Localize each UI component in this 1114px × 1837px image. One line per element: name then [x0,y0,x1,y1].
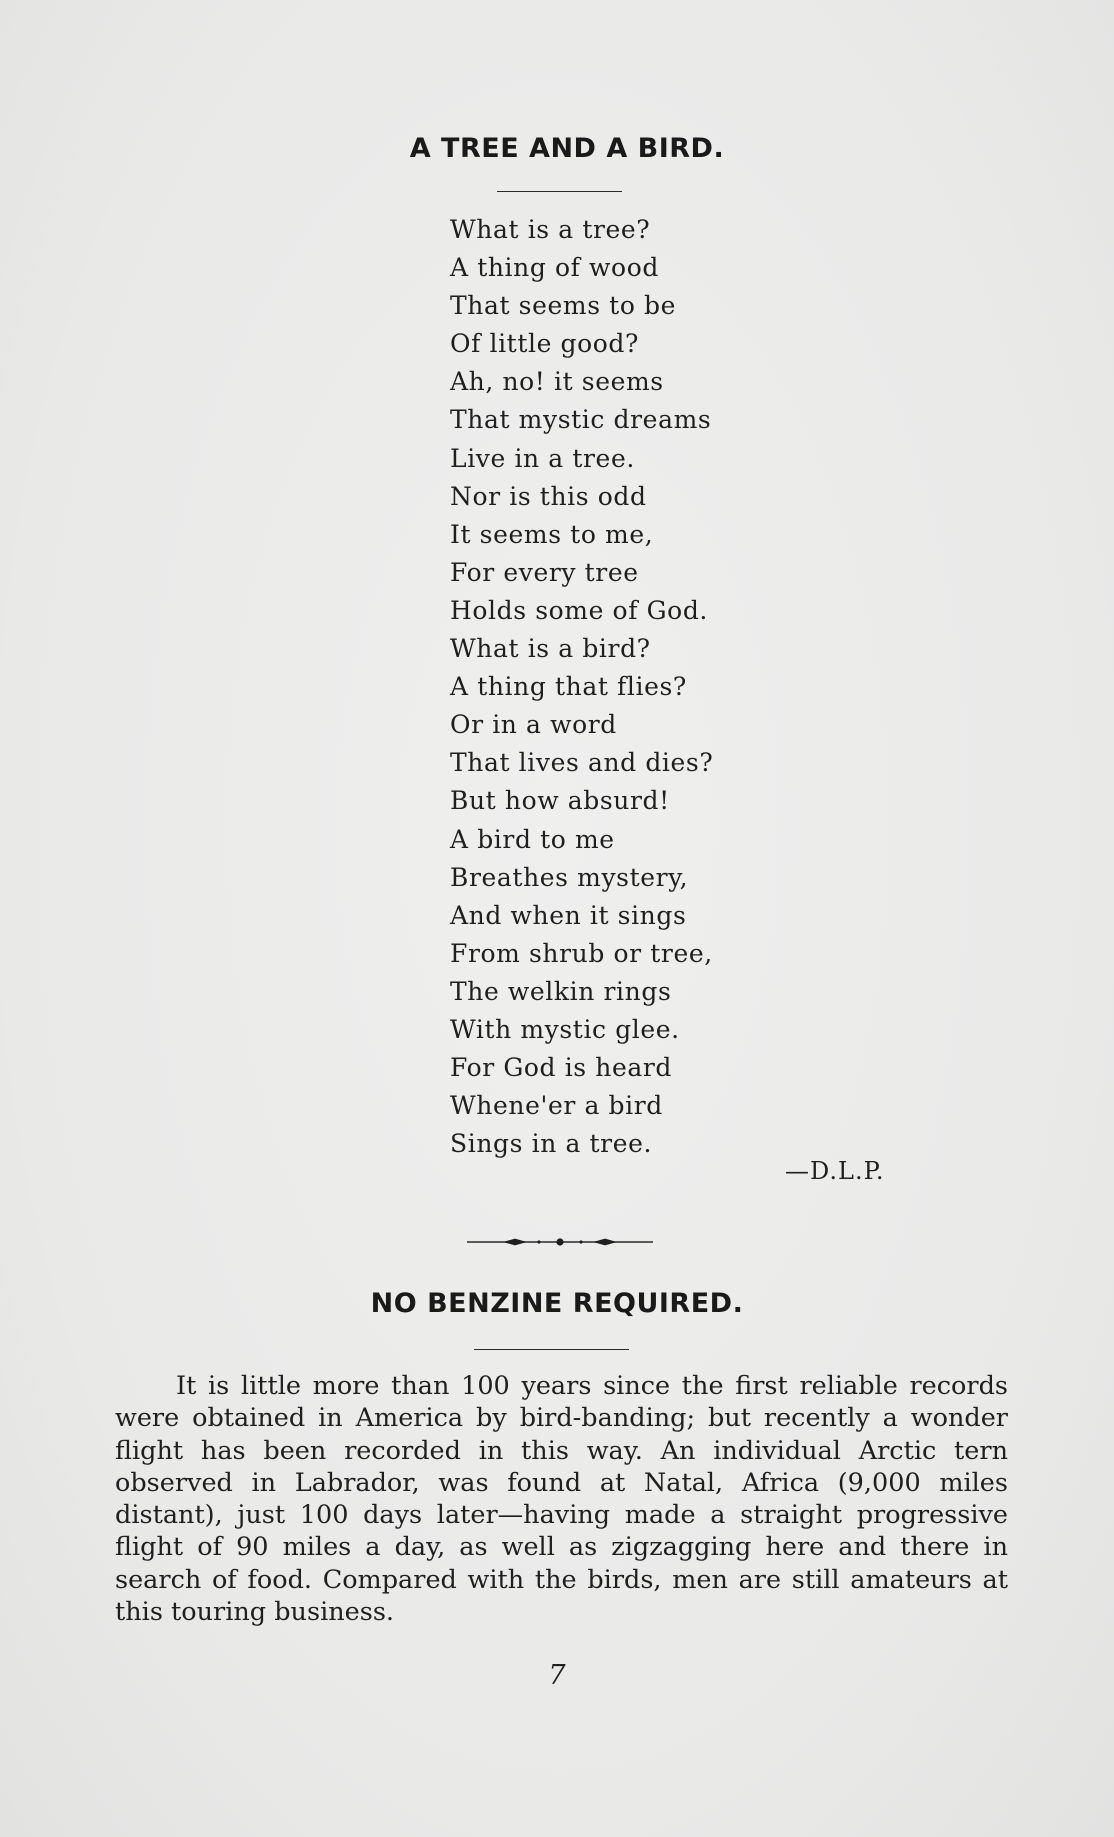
poem-line: Sings in a tree. [450,1129,653,1159]
article-title: NO BENZINE REQUIRED. [370,1288,744,1319]
poem-line: Or in a word [450,710,617,740]
poem-line: What is a bird? [450,634,651,664]
poem-line: From shrub or tree, [450,938,713,968]
poem-line: The welkin rings [450,976,672,1006]
poem-line: What is a tree? [450,215,651,244]
article-title-underline [474,1349,629,1350]
poem-line: That lives and dies? [450,748,714,778]
page-number: 7 [548,1660,566,1691]
poem-line: Whene'er a bird [450,1091,663,1121]
poem-line: It seems to me, [450,519,654,549]
poem-line: For every tree [450,557,639,587]
ornamental-divider [467,1236,653,1248]
poem-line: With mystic glee. [450,1014,680,1044]
poem-line: A thing that flies? [450,672,687,702]
poem-line: But how absurd! [450,786,670,816]
poem-title: A TREE AND A BIRD. [409,133,725,164]
poem-line: Of little good? [450,329,640,359]
poem-lines [450,211,713,1163]
poem-line: That mystic dreams [450,405,712,435]
poem-line: Holds some of God. [450,595,708,625]
poem-line: And when it sings [450,900,687,930]
poem-line: Live in a tree. [450,443,635,473]
poem-line: A bird to me [450,824,615,854]
poem-line: A thing of wood [450,253,659,283]
poem-line: Nor is this odd [450,481,647,511]
poem-line: Ah, no! it seems [450,367,664,397]
poem-attribution: —D.L.P. [785,1157,885,1185]
poem-line: That seems to be [450,291,677,321]
poem-line: Breathes mystery, [450,862,689,892]
title-underline [497,191,622,192]
article-body: It is little more than 100 years since the first reliable records were obtained in America by bird-banding; but recently a wonder flight has been recorded in this way. An individual Arctic tern observed in Labrador, was found at Natal, Africa (9,000 miles distant), just 100 days later—having made a straight progressive flight of 90 miles a day, as well as zigzagging here and there in search of food. Compared with the birds, men are still amateurs at this touring business. [115,1371,1008,1628]
poem-line: For God is heard [450,1053,673,1083]
